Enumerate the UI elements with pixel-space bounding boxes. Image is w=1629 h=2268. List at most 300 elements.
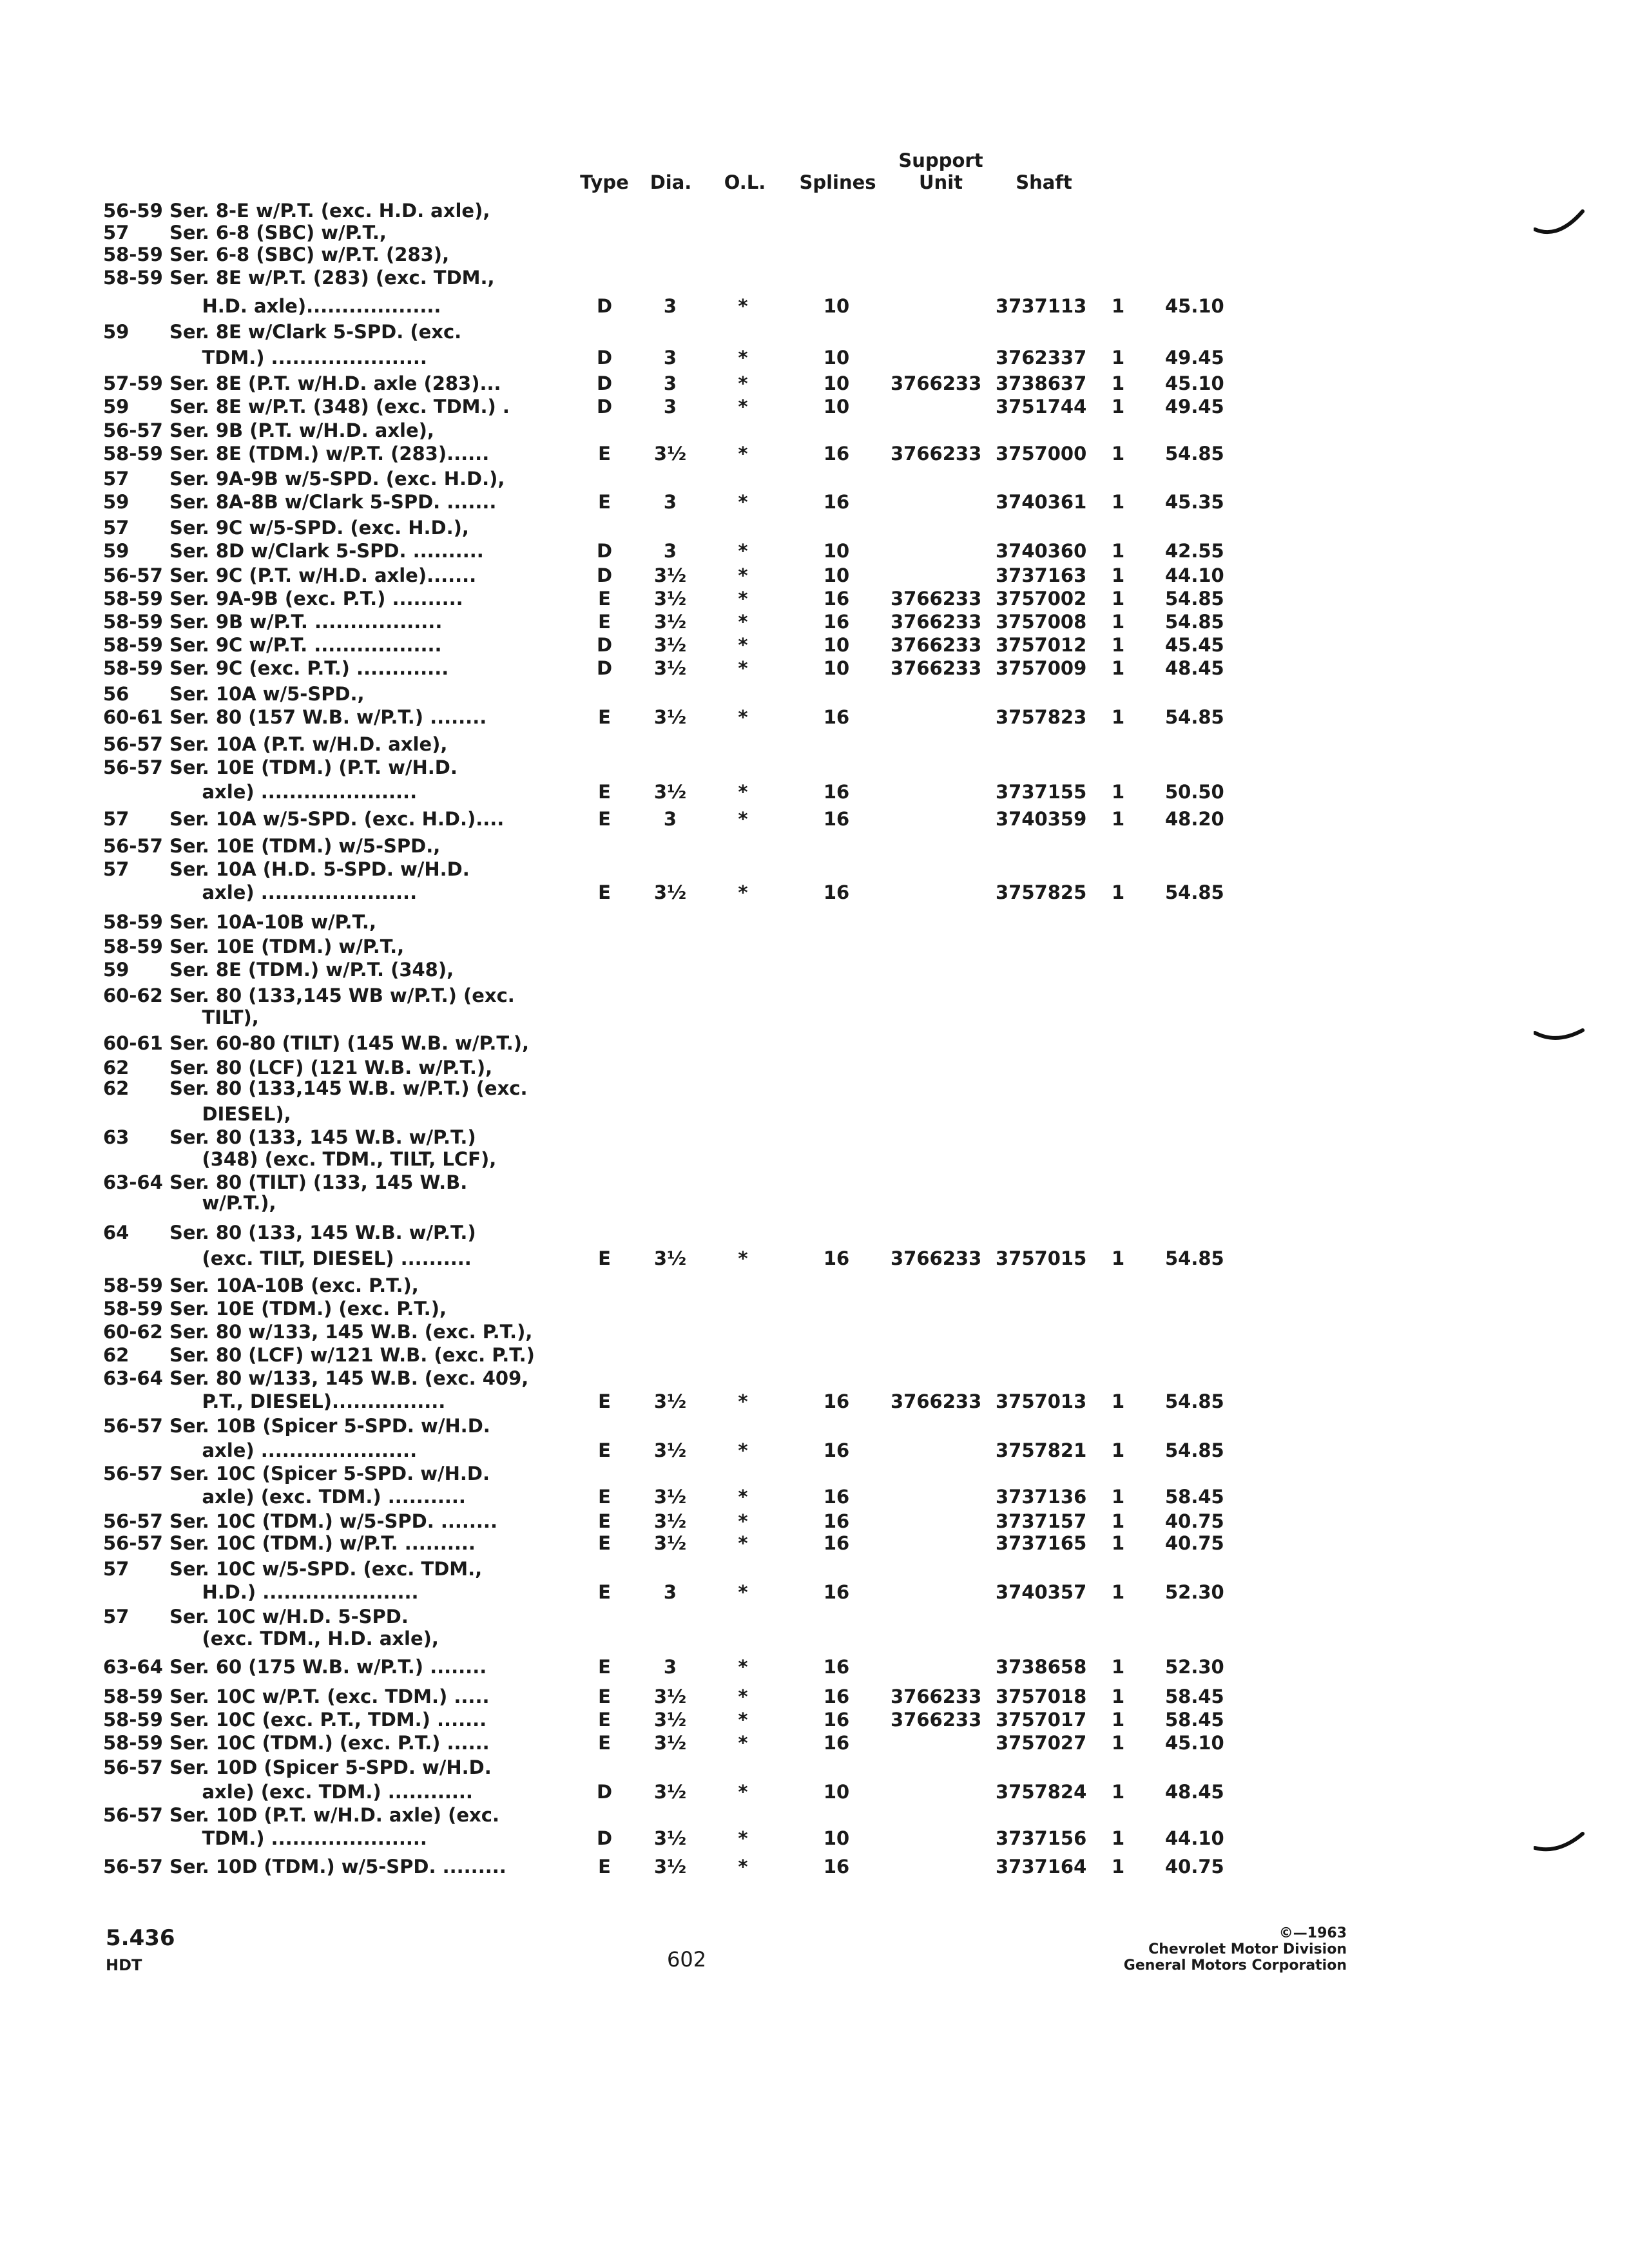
row-qty: 1 xyxy=(1112,1709,1125,1731)
row-splines: 10 xyxy=(823,295,850,317)
row-shaft: 3757824 xyxy=(996,1781,1087,1803)
binder-mark-top xyxy=(1534,205,1585,237)
row-price: 52.30 xyxy=(1165,1581,1224,1603)
row-splines: 10 xyxy=(823,634,850,656)
row-desc: H.D. axle)................... xyxy=(169,295,441,317)
row-price: 40.75 xyxy=(1165,1856,1224,1878)
col-header-type: Type xyxy=(580,171,629,193)
row-support: 3766233 xyxy=(891,611,982,633)
row-price: 42.55 xyxy=(1165,540,1224,562)
row-support: 3766233 xyxy=(891,657,982,679)
row-desc: Ser. 80 w/133, 145 W.B. (exc. 409, xyxy=(169,1367,529,1389)
row-desc: Ser. 9C (P.T. w/H.D. axle)....... xyxy=(169,564,477,586)
row-type: D xyxy=(596,396,613,418)
row-dia: 3 xyxy=(663,491,677,513)
row-ol: * xyxy=(738,564,748,586)
row-desc: Ser. 10E (TDM.) (exc. P.T.), xyxy=(169,1298,447,1320)
row-desc: Ser. 10C (TDM.) (exc. P.T.) ...... xyxy=(169,1732,490,1754)
division-name: Chevrolet Motor Division xyxy=(1148,1941,1347,1957)
binder-mark-middle xyxy=(1534,1021,1585,1047)
row-desc: Ser. 10C w/P.T. (exc. TDM.) ..... xyxy=(169,1686,490,1707)
row-splines: 10 xyxy=(823,657,850,679)
row-year: 56-57 xyxy=(103,1856,163,1878)
row-qty: 1 xyxy=(1112,1247,1125,1269)
row-splines: 10 xyxy=(823,540,850,562)
row-ol: * xyxy=(738,1732,748,1754)
row-dia: 3½ xyxy=(653,588,687,610)
row-shaft: 3757018 xyxy=(996,1686,1087,1707)
row-shaft: 3757825 xyxy=(996,881,1087,903)
row-desc: Ser. 10E (TDM.) w/5-SPD., xyxy=(169,835,441,857)
row-type: E xyxy=(598,1439,611,1461)
row-type: E xyxy=(598,1510,611,1532)
row-support: 3766233 xyxy=(891,588,982,610)
row-year: 56-57 xyxy=(103,1532,163,1554)
row-desc: Ser. 80 (133, 145 W.B. w/P.T.) xyxy=(169,1222,476,1244)
row-qty: 1 xyxy=(1112,881,1125,903)
row-splines: 16 xyxy=(823,588,850,610)
binder-mark-bottom xyxy=(1534,1830,1585,1856)
row-ol: * xyxy=(738,808,748,830)
col-header-ol: O.L. xyxy=(724,171,766,193)
row-desc: Ser. 10C (TDM.) w/5-SPD. ........ xyxy=(169,1510,497,1532)
row-desc: TILT), xyxy=(169,1006,259,1028)
row-type: E xyxy=(598,1532,611,1554)
row-year: 57 xyxy=(103,222,130,244)
row-dia: 3½ xyxy=(653,1781,687,1803)
row-ol: * xyxy=(738,781,748,803)
row-price: 45.10 xyxy=(1165,372,1224,394)
row-splines: 16 xyxy=(823,1532,850,1554)
row-desc: Ser. 8E w/Clark 5-SPD. (exc. xyxy=(169,321,462,343)
row-qty: 1 xyxy=(1112,347,1125,369)
row-type: D xyxy=(596,564,613,586)
row-type: E xyxy=(598,1656,611,1678)
row-dia: 3 xyxy=(663,808,677,830)
row-splines: 10 xyxy=(823,347,850,369)
row-price: 54.85 xyxy=(1165,588,1224,610)
row-year: 58-59 xyxy=(103,657,163,679)
row-qty: 1 xyxy=(1112,1686,1125,1707)
row-year: 59 xyxy=(103,396,130,418)
row-ol: * xyxy=(738,1827,748,1849)
row-shaft: 3737136 xyxy=(996,1486,1087,1508)
row-desc: Ser. 80 (LCF) (121 W.B. w/P.T.), xyxy=(169,1057,493,1079)
row-year: 56-59 xyxy=(103,200,163,222)
row-type: E xyxy=(598,881,611,903)
row-year: 56-57 xyxy=(103,419,163,441)
row-qty: 1 xyxy=(1112,540,1125,562)
row-dia: 3½ xyxy=(653,1732,687,1754)
row-splines: 16 xyxy=(823,443,850,465)
row-year: 58-59 xyxy=(103,1298,163,1320)
row-qty: 1 xyxy=(1112,443,1125,465)
row-desc: Ser. 80 (133,145 W.B. w/P.T.) (exc. xyxy=(169,1077,528,1099)
row-shaft: 3737165 xyxy=(996,1532,1087,1554)
row-year: 60-62 xyxy=(103,1321,163,1343)
row-dia: 3½ xyxy=(653,1510,687,1532)
row-type: E xyxy=(598,1686,611,1707)
row-splines: 16 xyxy=(823,706,850,728)
row-ol: * xyxy=(738,611,748,633)
row-ol: * xyxy=(738,443,748,465)
row-shaft: 3740359 xyxy=(996,808,1087,830)
row-dia: 3 xyxy=(663,347,677,369)
row-price: 54.85 xyxy=(1165,881,1224,903)
row-ol: * xyxy=(738,634,748,656)
row-ol: * xyxy=(738,1510,748,1532)
row-price: 49.45 xyxy=(1165,347,1224,369)
row-price: 48.45 xyxy=(1165,657,1224,679)
row-shaft: 3757008 xyxy=(996,611,1087,633)
row-desc: DIESEL), xyxy=(169,1103,291,1125)
row-splines: 16 xyxy=(823,1510,850,1532)
row-desc: w/P.T.), xyxy=(169,1192,276,1214)
row-ol: * xyxy=(738,1439,748,1461)
row-ol: * xyxy=(738,1532,748,1554)
row-desc: Ser. 60 (175 W.B. w/P.T.) ........ xyxy=(169,1656,487,1678)
row-year: 58-59 xyxy=(103,244,163,265)
page-number: 602 xyxy=(667,1947,707,1972)
row-price: 40.75 xyxy=(1165,1510,1224,1532)
row-year: 56-57 xyxy=(103,564,163,586)
row-desc: Ser. 10A w/5-SPD. (exc. H.D.).... xyxy=(169,808,505,830)
row-year: 58-59 xyxy=(103,443,163,465)
row-desc: Ser. 80 (TILT) (133, 145 W.B. xyxy=(169,1171,468,1193)
row-support: 3766233 xyxy=(891,1247,982,1269)
row-desc: Ser. 10A-10B w/P.T., xyxy=(169,911,376,933)
row-year: 57 xyxy=(103,1558,130,1580)
row-ol: * xyxy=(738,396,748,418)
row-qty: 1 xyxy=(1112,1581,1125,1603)
row-year: 58-59 xyxy=(103,634,163,656)
row-price: 54.85 xyxy=(1165,1439,1224,1461)
row-support: 3766233 xyxy=(891,1686,982,1707)
col-header-dia: Dia. xyxy=(650,171,692,193)
row-desc: Ser. 6-8 (SBC) w/P.T. (283), xyxy=(169,244,450,265)
row-year: 62 xyxy=(103,1344,130,1366)
row-qty: 1 xyxy=(1112,491,1125,513)
row-qty: 1 xyxy=(1112,1781,1125,1803)
row-desc: Ser. 10D (TDM.) w/5-SPD. ......... xyxy=(169,1856,506,1878)
row-price: 58.45 xyxy=(1165,1709,1224,1731)
row-dia: 3½ xyxy=(653,634,687,656)
row-desc: H.D.) ...................... xyxy=(169,1581,419,1603)
row-ol: * xyxy=(738,1856,748,1878)
row-type: E xyxy=(598,1247,611,1269)
row-desc: (exc. TILT, DIESEL) .......... xyxy=(169,1247,472,1269)
row-qty: 1 xyxy=(1112,295,1125,317)
row-desc: Ser. 10A (H.D. 5-SPD. w/H.D. xyxy=(169,858,470,880)
row-year: 59 xyxy=(103,321,130,343)
row-year: 58-59 xyxy=(103,1709,163,1731)
row-shaft: 3737156 xyxy=(996,1827,1087,1849)
row-splines: 16 xyxy=(823,1686,850,1707)
row-desc: Ser. 10C (TDM.) w/P.T. .......... xyxy=(169,1532,476,1554)
row-shaft: 3757015 xyxy=(996,1247,1087,1269)
row-shaft: 3757002 xyxy=(996,588,1087,610)
row-dia: 3½ xyxy=(653,1532,687,1554)
col-header-splines: Splines xyxy=(799,171,876,193)
row-dia: 3½ xyxy=(653,1390,687,1412)
row-qty: 1 xyxy=(1112,706,1125,728)
row-type: E xyxy=(598,611,611,633)
row-ol: * xyxy=(738,372,748,394)
row-year: 56-57 xyxy=(103,1804,163,1826)
row-qty: 1 xyxy=(1112,634,1125,656)
row-ol: * xyxy=(738,347,748,369)
row-qty: 1 xyxy=(1112,588,1125,610)
row-dia: 3½ xyxy=(653,1686,687,1707)
section-number: 5.436 xyxy=(106,1925,175,1951)
row-type: D xyxy=(596,540,613,562)
row-dia: 3½ xyxy=(653,706,687,728)
row-type: D xyxy=(596,634,613,656)
row-desc: Ser. 9B w/P.T. .................. xyxy=(169,611,443,633)
row-desc: Ser. 8E w/P.T. (283) (exc. TDM., xyxy=(169,267,495,289)
row-year: 58-59 xyxy=(103,911,163,933)
row-desc: axle) (exc. TDM.) ........... xyxy=(169,1486,466,1508)
row-dia: 3½ xyxy=(653,1827,687,1849)
row-year: 63-64 xyxy=(103,1367,163,1389)
row-support: 3766233 xyxy=(891,1390,982,1412)
row-splines: 16 xyxy=(823,1581,850,1603)
row-ol: * xyxy=(738,1656,748,1678)
row-support: 3766233 xyxy=(891,1709,982,1731)
row-splines: 16 xyxy=(823,1656,850,1678)
row-dia: 3 xyxy=(663,372,677,394)
row-type: E xyxy=(598,491,611,513)
row-type: E xyxy=(598,443,611,465)
row-year: 58-59 xyxy=(103,611,163,633)
row-desc: (exc. TDM., H.D. axle), xyxy=(169,1628,439,1649)
row-shaft: 3757017 xyxy=(996,1709,1087,1731)
col-header-support-unit: Support Unit xyxy=(898,149,983,193)
row-year: 56-57 xyxy=(103,756,163,778)
row-price: 48.45 xyxy=(1165,1781,1224,1803)
row-qty: 1 xyxy=(1112,1656,1125,1678)
row-type: D xyxy=(596,657,613,679)
row-desc: Ser. 10A-10B (exc. P.T.), xyxy=(169,1274,419,1296)
row-support: 3766233 xyxy=(891,443,982,465)
row-year: 56-57 xyxy=(103,733,163,755)
row-desc: axle) ...................... xyxy=(169,1439,418,1461)
row-desc: P.T., DIESEL)................ xyxy=(169,1390,446,1412)
row-desc: axle) (exc. TDM.) ............ xyxy=(169,1781,473,1803)
row-price: 52.30 xyxy=(1165,1656,1224,1678)
row-year: 62 xyxy=(103,1057,130,1079)
row-desc: Ser. 80 (133,145 WB w/P.T.) (exc. xyxy=(169,985,515,1006)
row-dia: 3½ xyxy=(653,657,687,679)
row-desc: Ser. 9A-9B w/5-SPD. (exc. H.D.), xyxy=(169,468,505,490)
row-type: E xyxy=(598,808,611,830)
row-price: 40.75 xyxy=(1165,1532,1224,1554)
row-dia: 3½ xyxy=(653,1856,687,1878)
row-year: 64 xyxy=(103,1222,130,1244)
row-price: 45.10 xyxy=(1165,1732,1224,1754)
row-type: E xyxy=(598,1390,611,1412)
row-year: 58-59 xyxy=(103,267,163,289)
row-splines: 16 xyxy=(823,1856,850,1878)
row-shaft: 3751744 xyxy=(996,396,1087,418)
row-price: 45.35 xyxy=(1165,491,1224,513)
row-year: 56-57 xyxy=(103,835,163,857)
row-shaft: 3740361 xyxy=(996,491,1087,513)
row-year: 57 xyxy=(103,858,130,880)
row-type: D xyxy=(596,295,613,317)
row-desc: axle) ...................... xyxy=(169,781,418,803)
section-code: HDT xyxy=(106,1956,142,1974)
row-dia: 3½ xyxy=(653,781,687,803)
row-shaft: 3762337 xyxy=(996,347,1087,369)
row-desc: Ser. 10A (P.T. w/H.D. axle), xyxy=(169,733,448,755)
row-qty: 1 xyxy=(1112,396,1125,418)
row-desc: Ser. 9C (exc. P.T.) ............. xyxy=(169,657,449,679)
row-desc: Ser. 60-80 (TILT) (145 W.B. w/P.T.), xyxy=(169,1032,530,1054)
row-year: 59 xyxy=(103,540,130,562)
row-desc: Ser. 10E (TDM.) (P.T. w/H.D. xyxy=(169,756,458,778)
row-qty: 1 xyxy=(1112,781,1125,803)
row-splines: 10 xyxy=(823,396,850,418)
row-year: 56-57 xyxy=(103,1756,163,1778)
row-dia: 3½ xyxy=(653,443,687,465)
row-type: E xyxy=(598,1581,611,1603)
row-ol: * xyxy=(738,1686,748,1707)
row-splines: 10 xyxy=(823,372,850,394)
row-desc: Ser. 10D (P.T. w/H.D. axle) (exc. xyxy=(169,1804,499,1826)
row-type: D xyxy=(596,1827,613,1849)
row-shaft: 3737157 xyxy=(996,1510,1087,1532)
row-year: 60-62 xyxy=(103,985,163,1006)
row-desc: Ser. 10C w/5-SPD. (exc. TDM., xyxy=(169,1558,483,1580)
row-type: E xyxy=(598,706,611,728)
row-year: 58-59 xyxy=(103,936,163,957)
row-ol: * xyxy=(738,1709,748,1731)
row-year: 57 xyxy=(103,1606,130,1628)
row-desc: Ser. 8A-8B w/Clark 5-SPD. ....... xyxy=(169,491,497,513)
row-desc: Ser. 8E (TDM.) w/P.T. (283)...... xyxy=(169,443,490,465)
row-type: D xyxy=(596,372,613,394)
row-year: 57 xyxy=(103,468,130,490)
row-shaft: 3737113 xyxy=(996,295,1087,317)
row-ol: * xyxy=(738,491,748,513)
row-desc: Ser. 8D w/Clark 5-SPD. .......... xyxy=(169,540,484,562)
row-qty: 1 xyxy=(1112,808,1125,830)
row-splines: 16 xyxy=(823,781,850,803)
row-qty: 1 xyxy=(1112,1510,1125,1532)
row-year: 57-59 xyxy=(103,372,163,394)
row-year: 59 xyxy=(103,491,130,513)
row-splines: 16 xyxy=(823,1390,850,1412)
row-desc: Ser. 10E (TDM.) w/P.T., xyxy=(169,936,405,957)
row-support: 3766233 xyxy=(891,634,982,656)
row-splines: 16 xyxy=(823,1486,850,1508)
row-qty: 1 xyxy=(1112,1486,1125,1508)
row-year: 56 xyxy=(103,683,130,705)
row-shaft: 3737155 xyxy=(996,781,1087,803)
row-dia: 3½ xyxy=(653,611,687,633)
row-dia: 3½ xyxy=(653,1439,687,1461)
row-splines: 10 xyxy=(823,564,850,586)
row-qty: 1 xyxy=(1112,1390,1125,1412)
row-desc: Ser. 9C w/5-SPD. (exc. H.D.), xyxy=(169,517,469,539)
row-year: 63-64 xyxy=(103,1171,163,1193)
row-splines: 16 xyxy=(823,1709,850,1731)
row-type: D xyxy=(596,347,613,369)
row-splines: 16 xyxy=(823,881,850,903)
copyright-block xyxy=(1095,1925,1347,1974)
row-year: 56-57 xyxy=(103,1510,163,1532)
row-desc: Ser. 6-8 (SBC) w/P.T., xyxy=(169,222,387,244)
col-header-shaft: Shaft xyxy=(1016,171,1072,193)
row-shaft: 3757000 xyxy=(996,443,1087,465)
row-year: 58-59 xyxy=(103,1686,163,1707)
row-ol: * xyxy=(738,1390,748,1412)
row-desc: Ser. 80 (133, 145 W.B. w/P.T.) xyxy=(169,1126,476,1148)
copyright-year: ©—1963 xyxy=(1278,1925,1347,1941)
row-desc: Ser. 8E (P.T. w/H.D. axle (283)... xyxy=(169,372,501,394)
row-dia: 3 xyxy=(663,295,677,317)
row-ol: * xyxy=(738,657,748,679)
row-price: 44.10 xyxy=(1165,1827,1224,1849)
row-year: 56-57 xyxy=(103,1415,163,1437)
row-dia: 3½ xyxy=(653,1709,687,1731)
row-desc: TDM.) ...................... xyxy=(169,1827,427,1849)
row-desc: Ser. 80 (LCF) w/121 W.B. (exc. P.T.) xyxy=(169,1344,535,1366)
row-ol: * xyxy=(738,588,748,610)
row-ol: * xyxy=(738,1781,748,1803)
row-ol: * xyxy=(738,706,748,728)
row-price: 54.85 xyxy=(1165,1390,1224,1412)
row-ol: * xyxy=(738,295,748,317)
row-shaft: 3740357 xyxy=(996,1581,1087,1603)
row-shaft: 3757012 xyxy=(996,634,1087,656)
row-price: 54.85 xyxy=(1165,611,1224,633)
row-price: 48.20 xyxy=(1165,808,1224,830)
row-support: 3766233 xyxy=(891,372,982,394)
row-price: 58.45 xyxy=(1165,1686,1224,1707)
row-desc: Ser. 8-E w/P.T. (exc. H.D. axle), xyxy=(169,200,490,222)
row-desc: Ser. 9C w/P.T. .................. xyxy=(169,634,442,656)
row-year: 63-64 xyxy=(103,1656,163,1678)
row-shaft: 3737163 xyxy=(996,564,1087,586)
row-qty: 1 xyxy=(1112,1827,1125,1849)
row-ol: * xyxy=(738,881,748,903)
row-year: 60-61 xyxy=(103,1032,163,1054)
row-year: 59 xyxy=(103,959,130,981)
row-qty: 1 xyxy=(1112,611,1125,633)
row-price: 54.85 xyxy=(1165,1247,1224,1269)
row-year: 57 xyxy=(103,517,130,539)
row-desc: Ser. 10C (Spicer 5-SPD. w/H.D. xyxy=(169,1463,490,1485)
row-ol: * xyxy=(738,540,748,562)
row-dia: 3 xyxy=(663,396,677,418)
row-year: 58-59 xyxy=(103,588,163,610)
row-price: 44.10 xyxy=(1165,564,1224,586)
row-dia: 3 xyxy=(663,1656,677,1678)
row-qty: 1 xyxy=(1112,1439,1125,1461)
row-desc: Ser. 8E (TDM.) w/P.T. (348), xyxy=(169,959,454,981)
row-dia: 3½ xyxy=(653,564,687,586)
row-price: 50.50 xyxy=(1165,781,1224,803)
row-dia: 3½ xyxy=(653,1247,687,1269)
row-splines: 10 xyxy=(823,1781,850,1803)
row-price: 45.45 xyxy=(1165,634,1224,656)
row-desc: Ser. 10A w/5-SPD., xyxy=(169,683,365,705)
row-shaft: 3738637 xyxy=(996,372,1087,394)
row-type: E xyxy=(598,1709,611,1731)
row-splines: 16 xyxy=(823,1732,850,1754)
